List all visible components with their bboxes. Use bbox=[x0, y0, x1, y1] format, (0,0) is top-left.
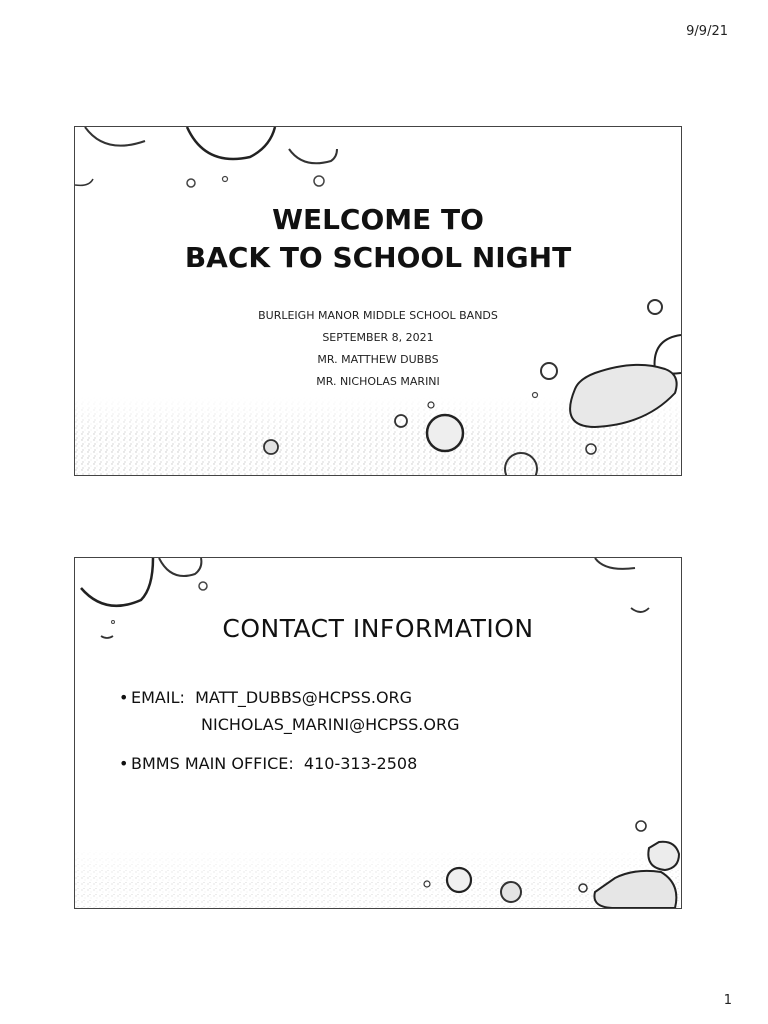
office-label: BMMS MAIN OFFICE: bbox=[131, 754, 294, 773]
slide-welcome bbox=[74, 126, 682, 476]
page-number: 1 bbox=[723, 993, 732, 1008]
office-row bbox=[119, 750, 460, 777]
subtitle-teacher-1: MR. MATTHEW DUBBS bbox=[317, 353, 439, 366]
email-row-2 bbox=[119, 711, 460, 738]
slide-contact bbox=[74, 557, 682, 909]
subtitle-date: SEPTEMBER 8, 2021 bbox=[322, 331, 434, 344]
email-marini: NICHOLAS_MARINI@HCPSS.ORG bbox=[201, 715, 460, 734]
email-row bbox=[119, 684, 460, 711]
page-date: 9/9/21 bbox=[686, 24, 728, 39]
water-droplets-decoration bbox=[75, 127, 681, 475]
title-line-1: WELCOME TO bbox=[272, 203, 484, 236]
office-phone: 410-313-2508 bbox=[303, 754, 418, 773]
bullet: • bbox=[119, 688, 129, 707]
email-label: EMAIL: bbox=[131, 688, 185, 707]
email-dubbs: MATT_DUBBS@HCPSS.ORG bbox=[195, 688, 413, 707]
contact-heading: CONTACT INFORMATION bbox=[222, 614, 534, 643]
contact-list bbox=[119, 684, 460, 777]
subtitle-teacher-2: MR. NICHOLAS MARINI bbox=[316, 375, 440, 388]
title-line-2: BACK TO SCHOOL NIGHT bbox=[184, 241, 572, 274]
slide-title bbox=[75, 201, 681, 277]
subtitle-school: BURLEIGH MANOR MIDDLE SCHOOL BANDS bbox=[258, 309, 498, 322]
bullet: • bbox=[119, 754, 129, 773]
slide-subtitle bbox=[75, 305, 681, 393]
